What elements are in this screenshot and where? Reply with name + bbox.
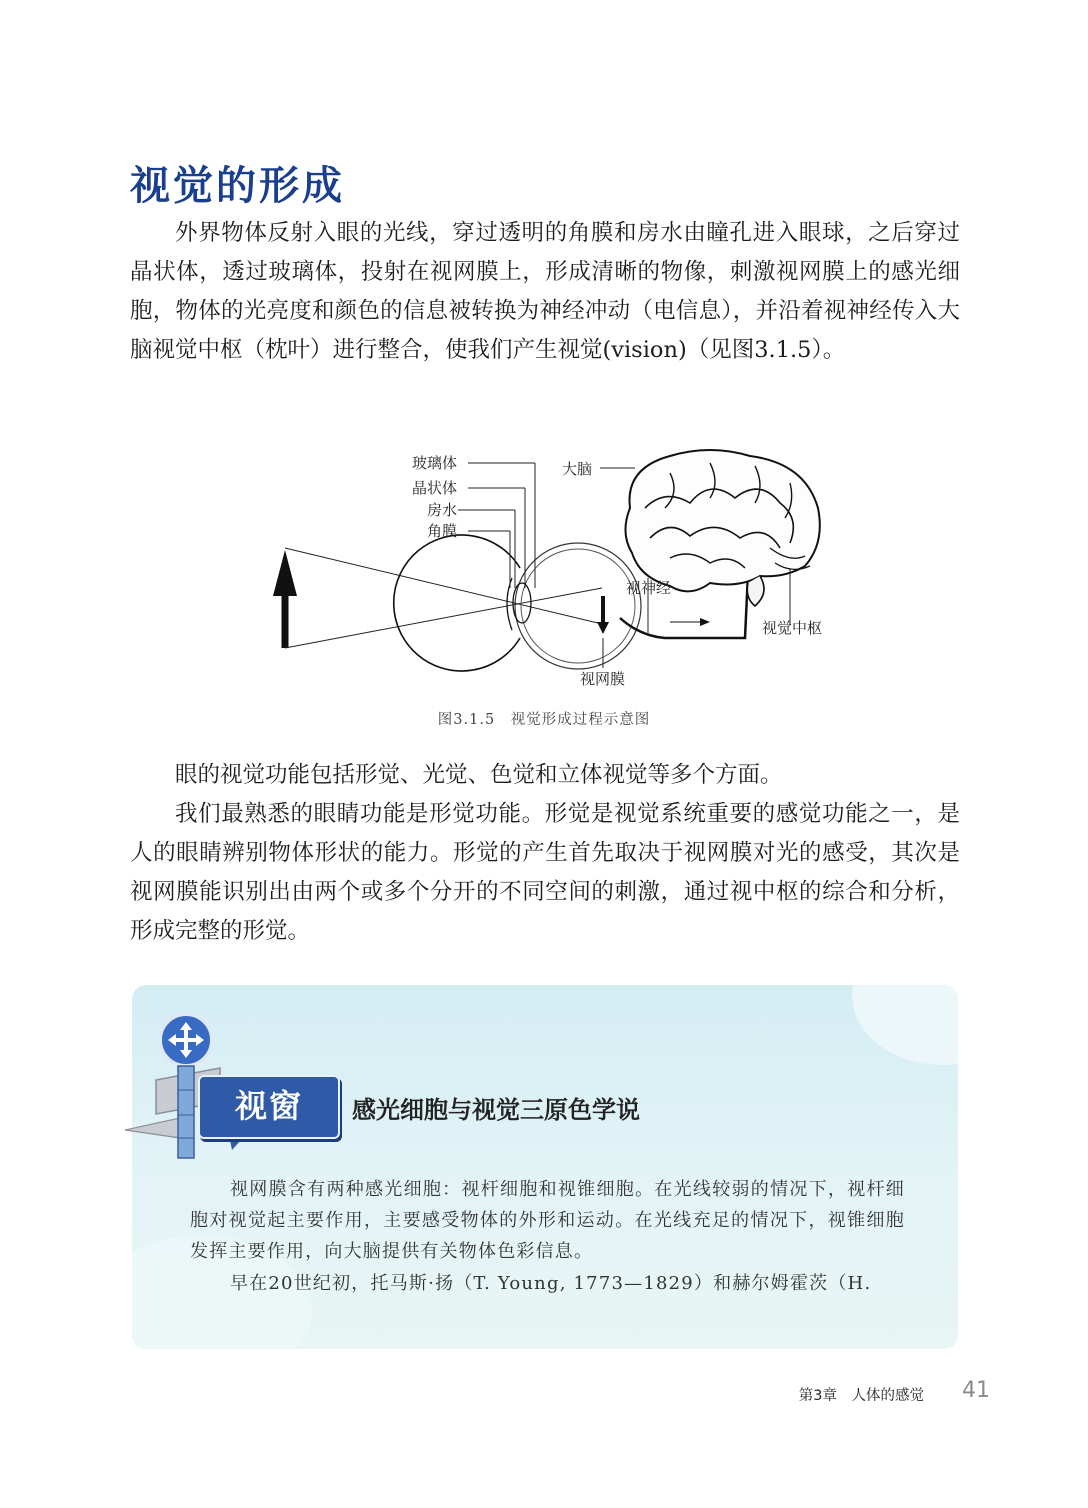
paragraph-form-vision: 我们最熟悉的眼睛功能是形觉功能。形觉是视觉系统重要的感觉功能之一，是人的眼睛辨别物体形状的能力。形觉的产生首先取决于视网膜对光的感受，其次是视网膜能识别出由两个或多个分开的不同空间的刺激，通过视中枢的综合和分析，形成完整的形觉。 bbox=[130, 801, 960, 944]
vision-process-figure bbox=[270, 448, 830, 698]
label-vitreous: 玻璃体 bbox=[412, 454, 458, 472]
paragraph-visual-functions: 眼的视觉功能包括形觉、光觉、色觉和立体视觉等多个方面。 bbox=[175, 762, 783, 788]
window-paragraph-trichromatic: 早在20世纪初，托马斯·扬（T. Young, 1773—1829）和赫尔姆霍茨（H. bbox=[230, 1273, 872, 1294]
chapter-label: 第3章 人体的感觉 bbox=[798, 1388, 924, 1404]
light-ray-bottom bbox=[285, 588, 602, 648]
label-aqueous: 房水 bbox=[427, 501, 458, 519]
eye-brain-diagram bbox=[270, 448, 830, 698]
eyeball bbox=[394, 535, 641, 671]
label-cornea: 角膜 bbox=[427, 522, 458, 540]
label-visual-center: 视觉中枢 bbox=[762, 619, 823, 637]
label-optic-nerve: 视神经 bbox=[626, 579, 672, 597]
object-arrow-head bbox=[273, 550, 297, 596]
label-retina: 视网膜 bbox=[580, 670, 626, 688]
window-tag-label: 视窗 bbox=[234, 1087, 303, 1125]
window-title: 感光细胞与视觉三原色学说 bbox=[352, 1096, 640, 1124]
paragraph-vision-formation: 外界物体反射入眼的光线，穿过透明的角膜和房水由瞳孔进入眼球，之后穿过晶状体，透过玻璃体，投射在视网膜上，形成清晰的物像，刺激视网膜上的感光细胞，物体的光亮度和颜色的信息被转换为神经冲动（电信息），并沿着视神经传入大脑视觉中枢（枕叶）进行整合，使我们产生视觉(vision)（见图3.1.5）。 bbox=[130, 220, 960, 363]
window-paragraph-photoreceptors: 视网膜含有两种感光细胞：视杆细胞和视锥细胞。在光线较弱的情况下，视杆细胞对视觉起主要作用，主要感受物体的外形和运动。在光线充足的情况下，视锥细胞发挥主要作用，向大脑提供有关物体色彩信息。 bbox=[190, 1179, 905, 1262]
section-title: 视觉的形成 bbox=[130, 163, 345, 209]
figure-caption: 图3.1.5 视觉形成过程示意图 bbox=[437, 712, 651, 728]
window-tag bbox=[198, 1075, 340, 1139]
cloud-decoration bbox=[852, 985, 958, 1065]
label-brain: 大脑 bbox=[562, 460, 593, 478]
page-number: 41 bbox=[962, 1378, 990, 1403]
label-lens: 晶状体 bbox=[412, 479, 458, 497]
light-ray-top bbox=[285, 548, 602, 624]
